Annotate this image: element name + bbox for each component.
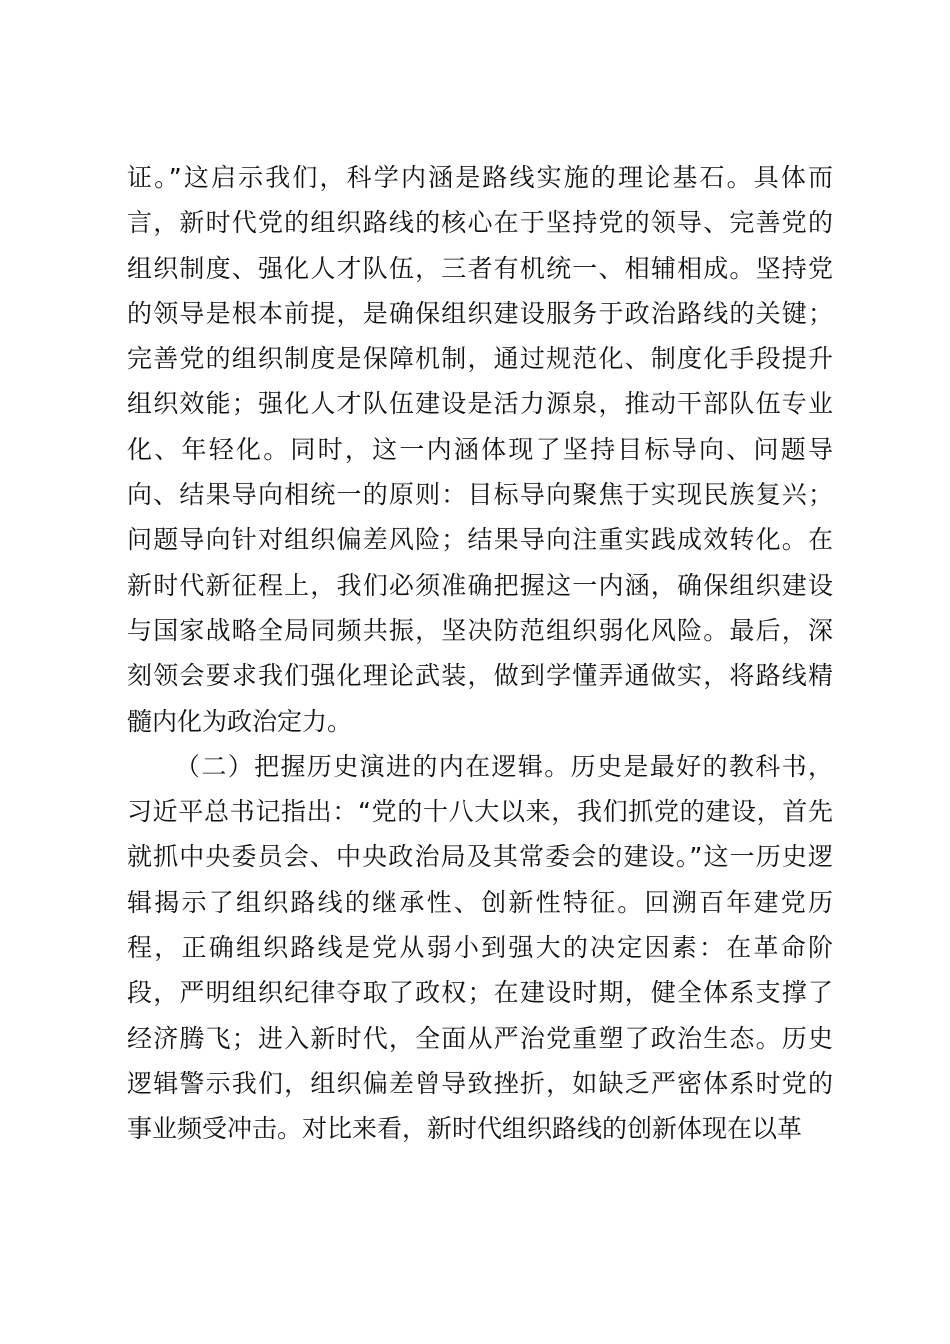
text-line: 事业频受冲击。对比来看，新时代组织路线的创新体现在以革 (127, 1114, 803, 1144)
text-line: 组织效能；强化人才队伍建设是活力源泉，推动干部队伍专业 (127, 389, 833, 419)
text-line: 问题导向针对组织偏差风险；结果导向注重实践成效转化。在 (127, 525, 833, 555)
text-line: 向、结果导向相统一的原则：目标导向聚焦于实现民族复兴； (127, 480, 833, 510)
text-line: 完善党的组织制度是保障机制，通过规范化、制度化手段提升 (127, 344, 833, 374)
text-line: 髓内化为政治定力。 (127, 706, 353, 736)
paragraph-1 (127, 155, 833, 744)
body-text (127, 155, 833, 1152)
text-line: 与国家战略全局同频共振，坚决防范组织弱化风险。最后，深 (127, 615, 833, 645)
text-line: 习近平总书记指出：“党的十八大以来，我们抓党的建设，首先 (127, 797, 833, 827)
text-line: 组织制度、强化人才队伍，三者有机统一、相辅相成。坚持党 (127, 253, 833, 283)
text-line: （二）把握历史演进的内在逻辑。历史是最好的教科书， (175, 751, 833, 781)
text-line: 的领导是根本前提，是确保组织建设服务于政治路线的关键； (127, 298, 833, 328)
text-line: 程，正确组织路线是党从弱小到强大的决定因素：在革命阶 (127, 933, 833, 963)
text-line: 段，严明组织纪律夺取了政权；在建设时期，健全体系支撑了 (127, 978, 833, 1008)
text-line: 刻领会要求我们强化理论武装，做到学懂弄通做实，将路线精 (127, 661, 833, 691)
text-line: 新时代新征程上，我们必须准确把握这一内涵，确保组织建设 (127, 570, 833, 600)
paragraph-2 (127, 744, 833, 1152)
text-line: 辑揭示了组织路线的继承性、创新性特征。回溯百年建党历 (127, 887, 833, 917)
text-line: 逻辑警示我们，组织偏差曾导致挫折，如缺乏严密体系时党的 (127, 1068, 833, 1098)
text-line: 化、年轻化。同时，这一内涵体现了坚持目标导向、问题导 (127, 434, 833, 464)
text-line: 言，新时代党的组织路线的核心在于坚持党的领导、完善党的 (127, 208, 833, 238)
text-line: 就抓中央委员会、中央政治局及其常委会的建设。”这一历史逻 (127, 842, 833, 872)
text-line: 证。”这启示我们，科学内涵是路线实施的理论基石。具体而 (127, 163, 833, 192)
text-line: 经济腾飞；进入新时代，全面从严治党重塑了政治生态。历史 (127, 1023, 833, 1053)
